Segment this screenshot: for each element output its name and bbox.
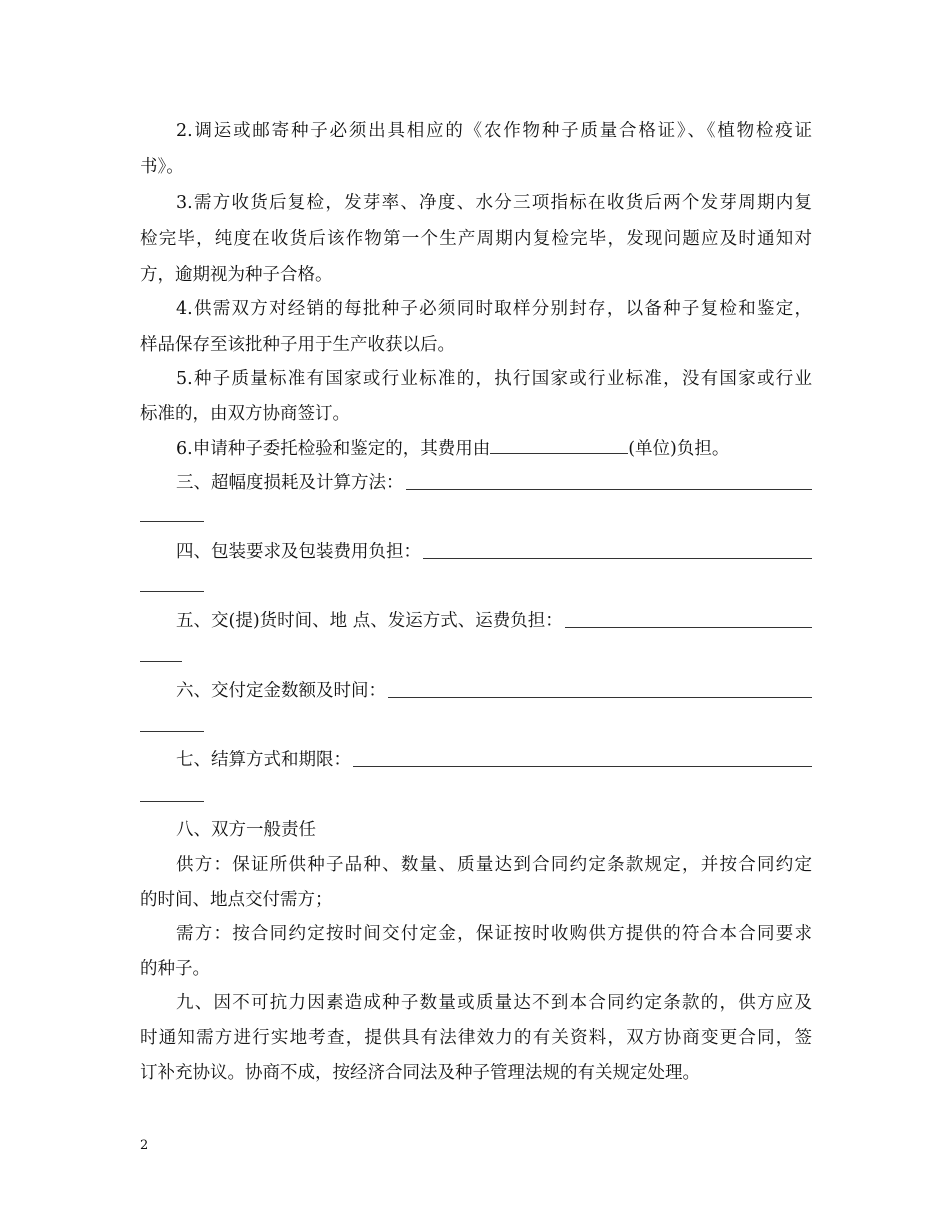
clause-5-line-1: 5.种子质量标准有国家或行业标准的，执行国家或行业标准，没有国家或行业 (176, 369, 812, 389)
section-3-blank-continued (140, 521, 204, 522)
section-5-label: 五、交(提)货时间、地 点、发运方式、运费负担： (176, 611, 563, 631)
section-4-blank-continued (140, 591, 204, 592)
section-3 (176, 471, 812, 495)
clause-5-line-2: 标准的，由双方协商签订。 (140, 404, 350, 424)
clause-3-line-1: 3.需方收货后复检，发芽率、净度、水分三项指标在收货后两个发芽周期内复 (176, 193, 812, 213)
supplier-duty-line-2: 的时间、地点交付需方； (140, 890, 333, 910)
section-5-blank-continued (140, 661, 182, 662)
page-number: 2 (140, 1138, 149, 1153)
clause-2-line-1: 2.调运或邮寄种子必须出具相应的《农作物种子质量合格证》、《植物检疫证 (176, 121, 812, 141)
clause-2-line-2: 书》。 (140, 157, 184, 177)
buyer-duty-line-1: 需方：按合同约定按时间交付定金，保证按时收购供方提供的符合本合同要求 (176, 924, 812, 944)
section-7-label: 七、结算方式和期限： (176, 750, 351, 770)
section-6-blank-continued (140, 731, 204, 732)
payer-blank (490, 437, 628, 454)
section-4 (176, 540, 812, 564)
clause-4-line-1: 4.供需双方对经销的每批种子必须同时取样分别封存，以备种子复检和鉴定， (176, 299, 812, 319)
section-8-title: 八、双方一般责任 (176, 820, 316, 840)
clause-3-line-3: 方，逾期视为种子合格。 (140, 265, 333, 285)
supplier-duty-line-1: 供方：保证所供种子品种、数量、质量达到合同约定条款规定，并按合同约定 (176, 855, 812, 875)
section-7-blank (353, 765, 812, 767)
section-9-line-1: 九、因不可抗力因素造成种子数量或质量达不到本合同约定条款的，供方应及 (176, 993, 812, 1013)
clause-4-line-2: 样品保存至该批种子用于生产收获以后。 (140, 335, 455, 355)
section-3-label: 三、超幅度损耗及计算方法： (176, 473, 404, 493)
section-6 (176, 679, 812, 703)
section-7 (176, 748, 812, 772)
section-5 (176, 609, 812, 633)
clause-6 (176, 437, 812, 461)
section-4-blank (423, 557, 812, 559)
section-6-blank (388, 696, 812, 698)
clause-6-text-after: (单位)负担。 (628, 439, 730, 459)
section-9-line-2: 时通知需方进行实地考查，提供具有法律效力的有关资料，双方协商变更合同，签 (140, 1028, 812, 1048)
buyer-duty-line-2: 的种子。 (140, 959, 210, 979)
section-3-blank (406, 488, 813, 490)
clause-6-text-before: 6.申请种子委托检验和鉴定的，其费用由 (176, 439, 491, 459)
section-6-label: 六、交付定金数额及时间： (176, 681, 386, 701)
section-5-blank (565, 626, 812, 628)
section-4-label: 四、包装要求及包装费用负担： (176, 542, 421, 562)
clause-3-line-2: 检完毕，纯度在收货后该作物第一个生产周期内复检完毕，发现问题应及时通知对 (140, 229, 812, 249)
section-9-line-3: 订补充协议。协商不成，按经济合同法及种子管理法规的有关规定处理。 (140, 1063, 700, 1083)
section-7-blank-continued (140, 801, 204, 802)
